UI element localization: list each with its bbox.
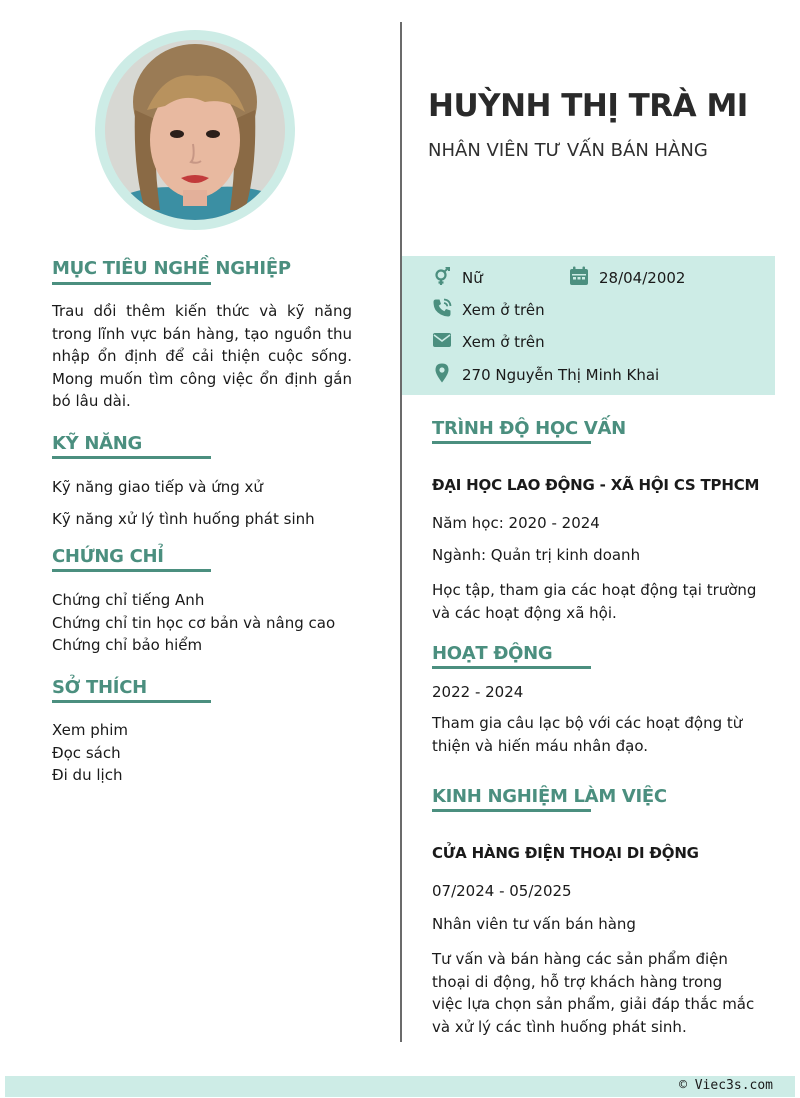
education-school: ĐẠI HỌC LAO ĐỘNG - XÃ HỘI CS TPHCM bbox=[432, 476, 760, 494]
experience-description: Tư vấn và bán hàng các sản phẩm điện thoại di động, hỗ trợ khách hàng trong việc lựa chọn sản phẩm, giải đáp thắc mắc và xử lý các tình huống phát sinh. bbox=[432, 950, 755, 1036]
experience-position: Nhân viên tư vấn bán hàng bbox=[432, 915, 636, 933]
experience-period: 07/2024 - 05/2025 bbox=[432, 882, 572, 900]
job-title: NHÂN VIÊN TƯ VẤN BÁN HÀNG bbox=[428, 140, 708, 161]
objective-title-underline bbox=[52, 282, 211, 285]
hobby-item: Xem phim bbox=[52, 721, 129, 739]
email-icon bbox=[432, 330, 452, 350]
education-years: Năm học: 2020 - 2024 bbox=[432, 514, 600, 532]
education-major: Ngành: Quản trị kinh doanh bbox=[432, 546, 641, 564]
hobbies-title-underline bbox=[52, 700, 211, 703]
certificates-list bbox=[52, 589, 335, 657]
education-description: Học tập, tham gia các hoạt động tại trường và các hoạt động xã hội. bbox=[432, 581, 757, 622]
certificate-item: Chứng chỉ bảo hiểm bbox=[52, 636, 203, 654]
gender-icon bbox=[432, 267, 452, 287]
footer-bar bbox=[5, 1076, 795, 1097]
phone-icon bbox=[432, 298, 452, 318]
skills-title-underline bbox=[52, 456, 211, 459]
skill-item: Kỹ năng xử lý tình huống phát sinh bbox=[52, 510, 315, 528]
location-icon bbox=[432, 363, 452, 383]
hobbies-title: SỞ THÍCH bbox=[52, 677, 147, 698]
objective-title: MỤC TIÊU NGHỀ NGHIỆP bbox=[52, 258, 291, 279]
education-title-underline bbox=[432, 441, 591, 444]
activities-title-underline bbox=[432, 666, 591, 669]
certificates-title: CHỨNG CHỈ bbox=[52, 546, 164, 567]
avatar-photo bbox=[105, 40, 285, 220]
hobby-item: Đọc sách bbox=[52, 743, 121, 762]
experience-company: CỬA HÀNG ĐIỆN THOẠI DI ĐỘNG bbox=[432, 844, 699, 862]
gender-value: Nữ bbox=[462, 269, 483, 287]
calendar-icon bbox=[569, 266, 589, 286]
experience-title: KINH NGHIỆM LÀM VIỆC bbox=[432, 786, 667, 807]
birthdate-value: 28/04/2002 bbox=[599, 269, 686, 287]
experience-title-underline bbox=[432, 809, 591, 812]
footer-copyright: © Viec3s.com bbox=[679, 1078, 773, 1093]
email-value: Xem ở trên bbox=[462, 333, 545, 351]
activities-title: HOẠT ĐỘNG bbox=[432, 643, 553, 664]
objective-body: Trau dồi thêm kiến thức và kỹ năng trong lĩnh vực bán hàng, tạo nguồn thu nhập ổn định để cải thiện cuộc sống. Mong muốn tìm công việc ổn định gắn bó lâu dài. bbox=[52, 302, 352, 410]
hobbies-list bbox=[52, 719, 128, 787]
skill-item: Kỹ năng giao tiếp và ứng xử bbox=[52, 478, 263, 496]
candidate-name: HUỲNH THỊ TRÀ MI bbox=[428, 88, 748, 124]
contact-box bbox=[402, 256, 775, 395]
certificate-item: Chứng chỉ tin học cơ bản và nâng cao bbox=[52, 613, 336, 632]
column-divider bbox=[400, 22, 402, 1042]
address-value: 270 Nguyễn Thị Minh Khai bbox=[462, 366, 660, 384]
activities-period: 2022 - 2024 bbox=[432, 683, 524, 701]
skills-title: KỸ NĂNG bbox=[52, 433, 142, 454]
hobby-item: Đi du lịch bbox=[52, 766, 123, 784]
certificate-item: Chứng chỉ tiếng Anh bbox=[52, 591, 205, 609]
activities-description: Tham gia câu lạc bộ với các hoạt động từ thiện và hiến máu nhân đạo. bbox=[432, 714, 743, 755]
phone-value: Xem ở trên bbox=[462, 301, 545, 319]
certificates-title-underline bbox=[52, 569, 211, 572]
avatar bbox=[105, 40, 285, 220]
education-title: TRÌNH ĐỘ HỌC VẤN bbox=[432, 418, 626, 439]
